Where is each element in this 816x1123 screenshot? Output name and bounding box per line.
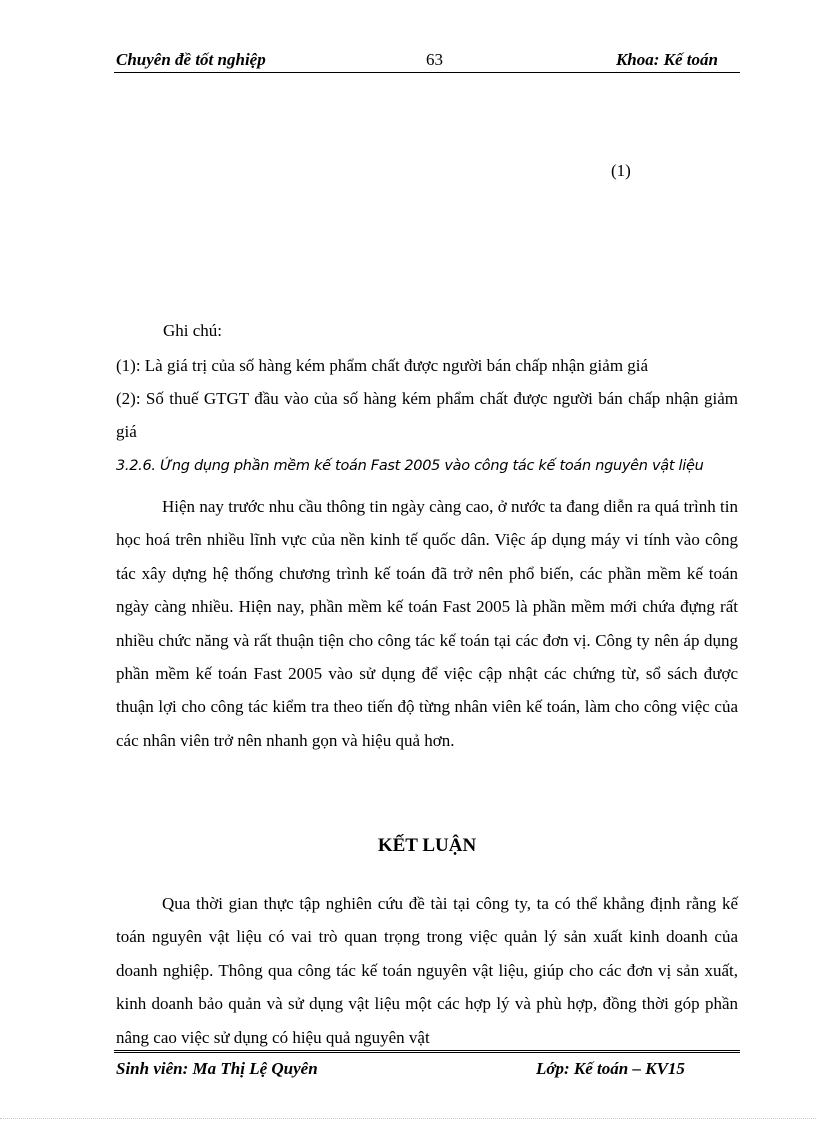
header-thesis-label: Chuyên đề tốt nghiệp: [116, 50, 266, 69]
note-1: (1): Là giá trị của số hàng kém phẩm chất được người bán chấp nhận giảm giá: [116, 356, 649, 375]
header-page-number: 63: [426, 50, 443, 69]
formula-marker: (1): [611, 161, 631, 180]
notes-label: Ghi chú:: [163, 321, 223, 340]
page-edge-divider: [0, 1118, 816, 1119]
page-footer: [114, 1050, 740, 1081]
conclusion-paragraph: Qua thời gian thực tập nghiên cứu đề tài tại công ty, ta có thể khẳng định rằng kế toán nguyên vật liệu có vai trò quan trọng trong việc quản lý sản xuất kinh doanh của doanh nghiệp. Thông qua công tác kế toán nguyên vật liệu, giúp cho các đơn vị sản xuất, kinh doanh bảo quản và sử dụng vật liệu một các hợp lý và phù hợp, đồng thời góp phần nâng cao việc sử dụng có hiệu quả nguyên vật: [116, 894, 738, 1047]
note-2: (2): Số thuế GTGT đầu vào của số hàng kém phẩm chất được người bán chấp nhận giảm giá: [116, 389, 738, 442]
section-paragraph: Hiện nay trước nhu cầu thông tin ngày càng cao, ở nước ta đang diễn ra quá trình tin học hoá trên nhiều lĩnh vực của nền kinh tế quốc dân. Việc áp dụng máy vi tính vào công tác xây dựng hệ thống chương trình kế toán đã trở nên phổ biến, các phần mềm kế toán ngày càng nhiều. Hiện nay, phần mềm kế toán Fast 2005 là phần mềm mới chứa đựng rất nhiều chức năng và rất thuận tiện cho công tác kế toán tại các đơn vị. Công ty nên áp dụng phần mềm kế toán Fast 2005 vào sử dụng để việc cập nhật các chứng từ, sổ sách được thuận lợi cho công tác kiểm tra theo tiến độ từng nhân viên kế toán, làm cho công việc của các nhân viên trở nên nhanh gọn và hiệu quả hơn.: [116, 497, 738, 750]
section-heading: 3.2.6. Ứng dụng phần mềm kế toán Fast 2005 vào công tác kế toán nguyên vật liệu: [116, 458, 704, 474]
conclusion-title: KẾT LUẬN: [377, 835, 477, 856]
header-faculty-label: Khoa: Kế toán: [615, 50, 718, 69]
footer-student-name: Sinh viên: Ma Thị Lệ Quyên: [116, 1059, 318, 1078]
footer-class-label: Lớp: Kế toán – KV15: [536, 1059, 685, 1078]
page-header: [114, 46, 740, 73]
